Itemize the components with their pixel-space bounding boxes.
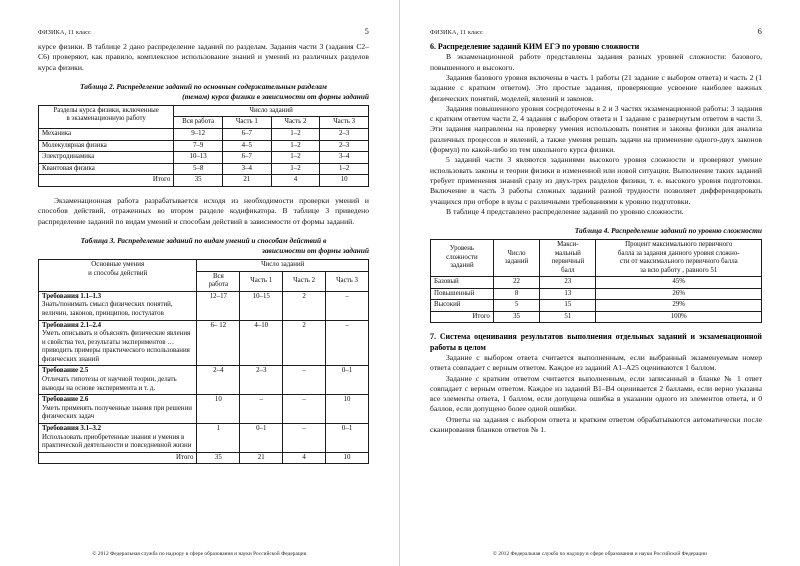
table4-row0-percent: 45%	[596, 277, 762, 289]
table2-caption	[38, 82, 369, 102]
right-paragraph-6: Задание с выбором ответа считается выполненным, если выбранный экзаменуемым номер ответа совпадает с верным ответом. Каждое из заданий А1–А25 оцениваются 1 баллом.	[430, 352, 762, 373]
footer-right: © 2012 Федеральная служба по надзору в сфере образования и науки Российской Федерации	[492, 551, 708, 557]
heading-section-7-line2: экзаменационной работы в целом	[430, 332, 762, 352]
heading-section-7-line1: 7. Система оценивания результатов выполнения отдельных заданий и	[430, 332, 696, 342]
table4-total-score: 51	[540, 311, 596, 323]
table2-row3-val2: 1–2	[271, 163, 320, 175]
table2-subheader-1: Часть 1	[222, 117, 271, 129]
table3-header-col1-line1: Основные умения	[91, 260, 145, 268]
table4-header-percent-line1: Процент максимального первичного	[625, 241, 733, 249]
table3-header-group: Число заданий	[197, 259, 369, 271]
table3-caption-line2: зависимости от формы заданий	[261, 245, 369, 255]
table-row-header	[39, 105, 369, 117]
table-row-total	[39, 175, 369, 187]
table-row	[39, 320, 369, 366]
table2-row1-val1: 4–5	[222, 140, 271, 152]
table2-row1-val2: 1–2	[271, 140, 320, 152]
table2-row3-val0: 5–8	[174, 163, 223, 175]
table3-row1-requirement	[39, 320, 197, 366]
table4-header-percent-line2: балла за задания данного уровня сложно-	[617, 249, 740, 257]
table-row	[39, 291, 369, 320]
table3-row2-val3: 0–1	[326, 366, 369, 395]
table3-row1-val2: 2	[283, 320, 326, 366]
table3-subheader-2: Часть 3	[326, 271, 369, 291]
table4-header-level-line2: сложности	[446, 253, 478, 261]
table3-row3-text: Уметь применять полученные знания при решении физических задач	[42, 404, 192, 421]
table4-header-level	[431, 240, 494, 277]
table-row-total	[431, 311, 762, 323]
table3-row3-title: Требование 2.6	[42, 396, 89, 404]
table4-header-score	[540, 240, 596, 277]
table4-row1-percent: 26%	[596, 288, 762, 300]
table4-row1-count: 8	[493, 288, 539, 300]
table3-row4-text: Использовать приобретенные знания и умения в практической деятельности и повседневной жизни	[42, 433, 192, 450]
right-paragraph-8: Ответы на задания с выбором ответа и кратким ответом обрабатываются автоматически после сканирования бланков ответов № 1.	[430, 414, 762, 435]
left-paragraph-2: Экзаменационная работа разрабатывается исходя из необходимости проверки умений и способов действий, отраженных во втором разделе кодификатора. В таблице 3 приведено распределение заданий по видам умений и способам действий в зависимости от формы заданий.	[38, 196, 369, 226]
table2-caption-line2: (темам) курса физики в зависимости от формы заданий	[182, 91, 369, 101]
table4-row2-count: 5	[493, 300, 539, 312]
table2-row1-val3: 2–3	[320, 140, 369, 152]
table4-row0-count: 22	[493, 277, 539, 289]
table3-caption-line1: Таблица 3. Распределение заданий по видам умений и способам действий в	[80, 235, 327, 245]
table2-row2-val3: 3–4	[320, 152, 369, 164]
table2-total-val2: 4	[271, 175, 320, 187]
table3-row2-val2: –	[283, 366, 326, 395]
table2-total-val0: 35	[174, 175, 223, 187]
table2-header-col1-line2: в экзаменационную работу	[66, 115, 146, 123]
table3-row0-val3: –	[326, 291, 369, 320]
table-4-distribution-by-difficulty	[430, 239, 762, 323]
table3-row2-val1: 2–3	[240, 366, 283, 395]
table3-subheader-1: Часть 2	[283, 271, 326, 291]
table3-header-col1	[39, 259, 197, 291]
table4-header-level-line3: заданий	[450, 262, 474, 270]
table4-row0-score: 23	[540, 277, 596, 289]
table3-row1-val3: –	[326, 320, 369, 366]
table3-row0-val1: 10–15	[240, 291, 283, 320]
table2-header-group: Число заданий	[174, 105, 369, 117]
right-paragraph-1: В экзаменационной работе представлены задания разных уровней сложности: базового, повышенного и высокого.	[430, 52, 762, 72]
table3-total-label: Итого	[39, 452, 197, 464]
table4-row0-level: Базовый	[431, 277, 494, 289]
table2-row3-val1: 3–4	[222, 163, 271, 175]
table3-subheader-all-line1: Вся	[212, 272, 224, 280]
table3-row3-val2: –	[283, 395, 326, 424]
table-row	[39, 424, 369, 453]
table3-row4-val1: 0–1	[240, 424, 283, 453]
table4-total-count: 35	[493, 311, 539, 323]
table3-row2-val0: 2–4	[197, 366, 240, 395]
table4-header-percent-line3: сти от максимального первичного балла	[619, 258, 738, 266]
table2-total-val1: 21	[222, 175, 271, 187]
table2-subheader-3: Часть 3	[320, 117, 369, 129]
table3-row4-title: Требования 3.1–3.2	[42, 425, 102, 433]
table-row	[39, 366, 369, 395]
right-paragraph-5: В таблице 4 представлено распределение заданий по уровню сложности.	[446, 206, 684, 216]
table3-row3-val1: –	[240, 395, 283, 424]
table2-row1-category: Молекулярная физика	[39, 140, 174, 152]
table4-row1-score: 13	[540, 288, 596, 300]
table4-header-percent-line4: за всю работу , равного 51	[640, 266, 718, 274]
table-row	[39, 129, 369, 141]
table-3-distribution-by-skills	[38, 259, 369, 464]
table2-total-val3: 10	[320, 175, 369, 187]
table3-total-val1: 21	[240, 452, 283, 464]
table2-total-label: Итого	[39, 175, 174, 187]
table2-subheader-2: Часть 2	[271, 117, 320, 129]
table3-total-val3: 10	[326, 452, 369, 464]
table-row	[39, 395, 369, 424]
table-row-total	[39, 452, 369, 464]
table3-row0-text: Знать/понимать смысл физических понятий, величин, законов, принципов, постулатов	[42, 301, 173, 317]
right-paragraph-7: Задание с кратким ответом считается выполненным, если записанный в бланке № 1 ответ совпадает с верным ответом. Каждое из заданий В1–В4 оценивается 2 баллами, если верно указаны все элементы ответа, 1 баллом, если допущена ошибка в указании одного из элементов ответа, и 0 баллов, если допущено более одной ошибки.	[430, 373, 762, 414]
table3-row4-val2: –	[283, 424, 326, 453]
page-number-right: 6	[757, 26, 762, 36]
table2-row0-val0: 9–12	[174, 129, 223, 141]
table4-row2-score: 15	[540, 300, 596, 312]
right-paragraph-3: Задания повышенного уровня сосредоточены в 2 и 3 частях экзаменационной работы: 3 задания с кратким ответом части 2, 4 задания с выбором ответа и 1 задание с развернутым ответом в части 3. Эти задания направлены на проверку умения использовать понятия и законы физики для анализа различных процессов и явлений, а также умения решать задачи на применение одного-двух законов (формул) по какой-либо из тем школьного курса физики.	[430, 103, 762, 155]
running-head-left	[38, 26, 369, 35]
table4-total-label: Итого	[431, 311, 494, 323]
page-right	[400, 0, 800, 566]
table4-header-percent	[596, 240, 762, 277]
table3-row0-val2: 2	[283, 291, 326, 320]
table-row	[39, 163, 369, 175]
table3-header-col1-line2: и способы действий	[88, 269, 148, 277]
table4-header-count-line1: Число	[507, 249, 526, 257]
table3-row1-title: Требования 2.1–2.4	[42, 321, 102, 329]
running-head-right	[430, 26, 762, 35]
table4-row2-percent: 29%	[596, 300, 762, 312]
table4-caption-text: Таблица 4. Распределение заданий по уровню сложности	[574, 226, 762, 236]
table4-header-score-line1: Макси-	[557, 241, 579, 249]
table3-row4-val3: 0–1	[326, 424, 369, 453]
table3-row1-val1: 4–10	[240, 320, 283, 366]
table2-row3-val3: 1–2	[320, 163, 369, 175]
table2-row0-val3: 2–3	[320, 129, 369, 141]
table-2-distribution-by-section	[38, 105, 369, 187]
table2-row2-val1: 6–7	[222, 152, 271, 164]
table2-row0-val1: 6–7	[222, 129, 271, 141]
heading-section-6: 6. Распределение заданий КИМ ЕГЭ по уровню сложности	[430, 42, 640, 51]
table3-row4-requirement	[39, 424, 197, 453]
table3-row1-val0: 6– 12	[197, 320, 240, 366]
running-head-label: ФИЗИКА, 11 класс	[430, 29, 483, 36]
table2-row0-val2: 1–2	[271, 129, 320, 141]
table4-caption	[430, 226, 762, 236]
table2-row3-category: Квантовая физика	[39, 163, 174, 175]
table3-row0-val0: 12–17	[197, 291, 240, 320]
left-paragraph-1: курсе физики. В таблице 2 дано распределение заданий по разделам. Задания части 3 (задания С2–С6) проверяют, как правило, комплексное использование знаний и умений из различных разделов курса физики.	[38, 42, 369, 72]
table4-header-score-line3: первичный	[551, 258, 585, 266]
running-head-label: ФИЗИКА, 11 класс	[38, 29, 91, 36]
table-row	[431, 300, 762, 312]
table-row-header	[39, 259, 369, 271]
table3-row1-text: Уметь описывать и объяснять физические явления и свойства тел, результаты экспериментов … приводить примеры практического использования физических знаний	[42, 330, 191, 363]
table-row	[431, 288, 762, 300]
footer-left: © 2012 Федеральная служба по надзору в сфере образования и науки Российской Федерации	[92, 551, 307, 557]
table3-row4-val0: 1	[197, 424, 240, 453]
table3-row2-title: Требование 2.5	[42, 367, 89, 375]
right-paragraph-2: Задания базового уровня включены в часть 1 работы (21 задание с выбором ответа) и часть 2 (1 задание с кратким ответом). Это простые задания, проверяющие усвоение наиболее важных физических понятий, моделей, явлений и законов.	[430, 73, 762, 103]
table3-subheader-all	[197, 271, 240, 291]
table4-row2-level: Высокий	[431, 300, 494, 312]
table3-subheader-0: Часть 1	[240, 271, 283, 291]
table2-row2-category: Электродинамика	[39, 152, 174, 164]
table3-total-val2: 4	[283, 452, 326, 464]
table4-header-score-line4: балл	[561, 266, 575, 274]
heading-section-7	[430, 332, 762, 353]
table2-subheader-0: Вся работа	[174, 117, 223, 129]
table2-caption-line1: Таблица 2. Распределение заданий по основным содержательным разделам	[80, 81, 327, 91]
table4-row1-level: Повышенный	[431, 288, 494, 300]
table3-subheader-all-line2: работа	[208, 281, 229, 289]
table2-row2-val0: 10–13	[174, 152, 223, 164]
table4-header-level-line1: Уровень	[449, 245, 475, 253]
right-paragraph-4: 5 заданий части 3 являются заданиями высокого уровня сложности и проверяют умение использовать законы и теории физики в измененной или новой ситуации. Выполнение таких заданий требует применения знаний сразу из двух-трех разделов физики, т. е. высокого уровня подготовки. Включение в часть 3 работы сложных заданий разной трудности позволяет дифференцировать учащихся при отборе в вузы с различными требованиями к уровню подготовки.	[430, 155, 762, 206]
table4-total-percent: 100%	[596, 311, 762, 323]
table2-row1-val0: 7–9	[174, 140, 223, 152]
table4-header-count	[493, 240, 539, 277]
table4-header-count-line2: заданий	[504, 258, 529, 266]
table2-row2-val2: 1–2	[271, 152, 320, 164]
table-row	[39, 140, 369, 152]
table-row	[39, 152, 369, 164]
table2-header-col1-line1: Разделы курса физики, включенные	[53, 106, 159, 114]
table3-total-val0: 35	[197, 452, 240, 464]
table2-row0-category: Механика	[39, 129, 174, 141]
table3-row3-val0: 10	[197, 395, 240, 424]
table3-row3-val3: 10	[326, 395, 369, 424]
table3-row2-text: Отличать гипотезы от научной теории, делать выводы на основе эксперимента и т. д.	[42, 376, 177, 392]
page-number-left: 5	[364, 26, 369, 36]
spacer	[38, 187, 369, 196]
table3-row2-requirement	[39, 366, 197, 395]
table4-header-score-line2: мальный	[554, 249, 581, 257]
table3-row0-title: Требования 1.1–1.3	[42, 292, 102, 300]
table3-row3-requirement	[39, 395, 197, 424]
table-row-header	[431, 240, 762, 277]
table-row	[431, 277, 762, 289]
table3-row0-requirement	[39, 291, 197, 320]
table2-header-col1	[39, 105, 174, 128]
spacer	[430, 323, 762, 332]
table3-caption	[38, 236, 369, 256]
